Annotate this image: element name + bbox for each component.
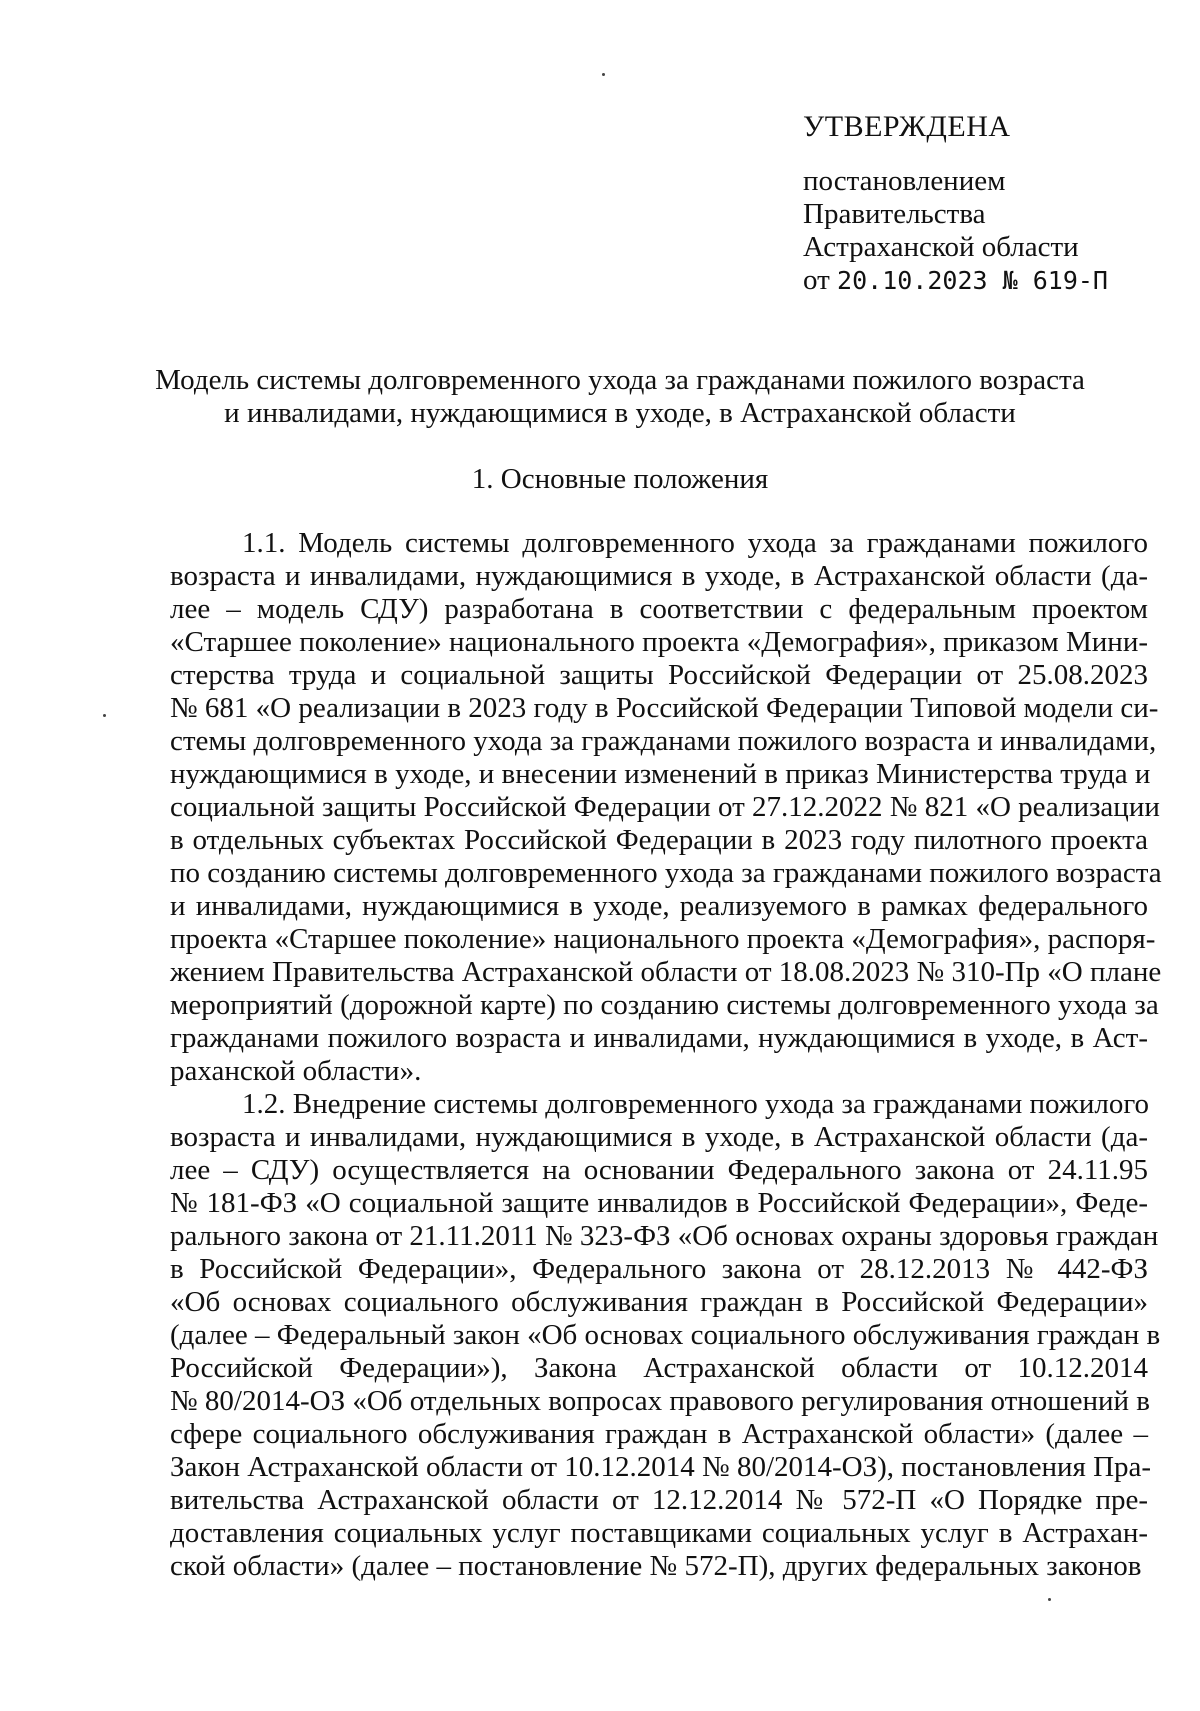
paragraph-line: № 181-ФЗ «О социальной защите инвалидов в Российской Федерации», Феде- [170,1187,1148,1219]
paragraph-line: в Российской Федерации», Федерального закона от 28.12.2013 № 442-ФЗ [170,1253,1148,1285]
paragraph-line: социальной защиты Российской Федерации от 27.12.2022 № 821 «О реализации [170,791,1160,823]
paragraph-line: рального закона от 21.11.2011 № 323-ФЗ «Об основах охраны здоровья граждан [170,1220,1159,1252]
scan-speck [103,714,106,717]
paragraph-line: № 80/2014-ОЗ «Об отдельных вопросах правового регулирования отношений в [170,1385,1150,1417]
approval-date-number: 20.10.2023 № 619-П [837,266,1108,295]
document-title-line-2: и инвалидами, нуждающимися в уходе, в Астраханской области [224,397,1016,429]
approval-line-resolution: постановлением [803,165,1006,197]
paragraph-line: 1.1. Модель системы долговременного ухода за гражданами пожилого [242,527,1148,559]
paragraph-line: жением Правительства Астраханской области от 18.08.2023 № 310-Пр «О плане [170,956,1162,988]
approval-line-region: Астраханской области [803,231,1079,263]
paragraph-line: и инвалидами, нуждающимися в уходе, реализуемого в рамках федерального [170,890,1148,922]
paragraph-line: гражданами пожилого возраста и инвалидами, нуждающимися в уходе, в Аст- [170,1022,1148,1054]
paragraph-line: лее – модель СДУ) разработана в соответствии с федеральным проектом [170,593,1148,625]
approval-date-prefix: от [803,264,838,296]
paragraph-line: проекта «Старшее поколение» национального проекта «Демография», распоря- [170,923,1156,955]
paragraph-line: по созданию системы долговременного ухода за гражданами пожилого возраста [170,857,1162,889]
paragraph-line: ской области» (далее – постановление № 572-П), других федеральных законов [170,1550,1142,1582]
document-title-line-1: Модель системы долговременного ухода за гражданами пожилого возраста [155,364,1085,396]
approval-title: УТВЕРЖДЕНА [803,110,1011,143]
scan-speck [1048,1598,1051,1601]
document-title [150,364,1090,430]
paragraph-line: в отдельных субъектах Российской Федерации в 2023 году пилотного проекта [170,824,1148,856]
paragraph-line: стерства труда и социальной защиты Российской Федерации от 25.08.2023 [170,659,1148,691]
paragraph-line: доставления социальных услуг поставщиками социальных услуг в Астрахан- [170,1517,1148,1549]
paragraph-line: Закон Астраханской области от 10.12.2014 № 80/2014-ОЗ), постановления Пра- [170,1451,1152,1483]
section-title: 1. Основные положения [471,463,769,495]
paragraph-line: (далее – Федеральный закон «Об основах социального обслуживания граждан в [170,1319,1161,1351]
paragraph-line: раханской области». [170,1055,422,1087]
approval-line-date-number [803,264,1163,297]
paragraph-line: сфере социального обслуживания граждан в Астраханской области» (далее – [170,1418,1148,1450]
paragraph-line: «Об основах социального обслуживания граждан в Российской Федерации» [170,1286,1148,1318]
paragraph-2 [170,1088,1161,1583]
paragraph-line: лее – СДУ) осуществляется на основании Федерального закона от 24.11.95 [170,1154,1148,1186]
paragraph-line: нуждающимися в уходе, и внесении изменений в приказ Министерства труда и [170,758,1151,790]
paragraph-line: «Старшее поколение» национального проекта «Демография», приказом Мини- [170,626,1148,658]
paragraph-line: мероприятий (дорожной карте) по созданию системы долговременного ухода за [170,989,1159,1021]
approval-line-government: Правительства [803,198,986,230]
paragraph-1 [170,527,1162,1088]
paragraph-line: возраста и инвалидами, нуждающимися в уходе, в Астраханской области (да- [170,1121,1148,1153]
paragraph-line: стемы долговременного ухода за гражданами пожилого возраста и инвалидами, [170,725,1157,757]
paragraph-line: № 681 «О реализации в 2023 году в Российской Федерации Типовой модели си- [170,692,1159,724]
scan-speck [602,73,605,76]
paragraph-line: Российской Федерации»), Закона Астраханской области от 10.12.2014 [170,1352,1148,1384]
approval-stamp [803,110,1163,297]
paragraph-line: 1.2. Внедрение системы долговременного ухода за гражданами пожилого [242,1088,1150,1120]
paragraph-line: вительства Астраханской области от 12.12.2014 № 572-П «О Порядке пре- [170,1484,1148,1516]
paragraph-line: возраста и инвалидами, нуждающимися в уходе, в Астраханской области (да- [170,560,1148,592]
document-body [170,527,1162,1583]
